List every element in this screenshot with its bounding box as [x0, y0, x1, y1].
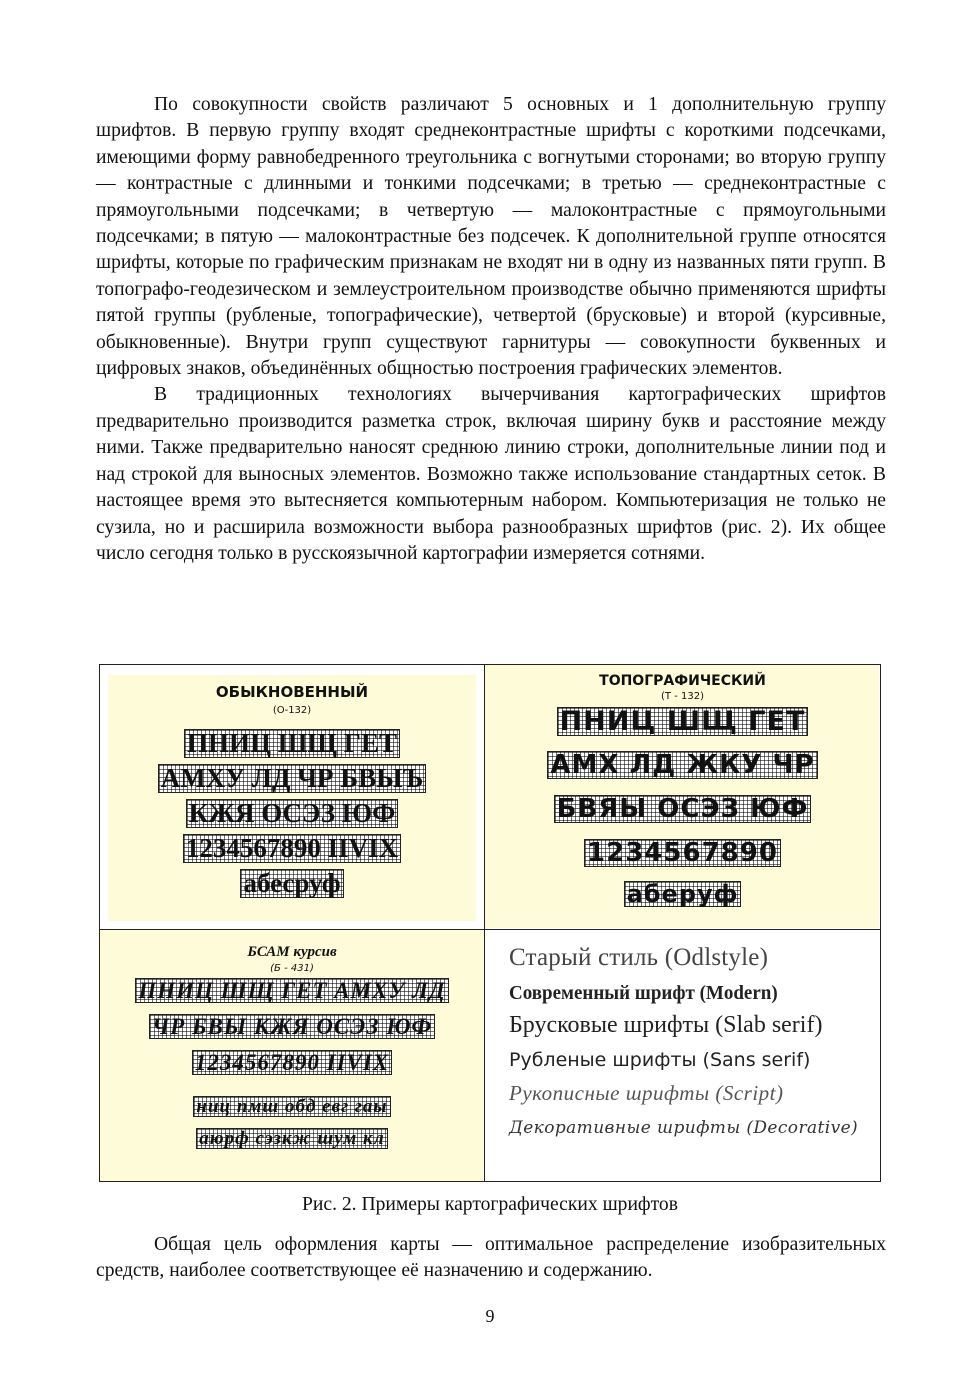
grid-text: ЧР БВЫ КЖЯ ОСЭЗ ЮФ: [149, 1014, 435, 1039]
grid-line: [100, 729, 484, 758]
font-style-list: [509, 944, 870, 1138]
panel-ordinary-font: [100, 665, 485, 930]
grid-text: аюрф сэзкж шум кл: [196, 1128, 388, 1149]
grid-text: 1234567890 IIVIX: [183, 834, 401, 863]
grid-line: [100, 834, 484, 863]
grid-line: [100, 764, 484, 793]
closing-text: [96, 1232, 886, 1285]
panel-title: ОБЫКНОВЕННЫЙ: [215, 683, 369, 701]
grid-text: АМХ ЛД ЖКУ ЧР: [547, 751, 817, 779]
grid-text: АМХУ ЛД ЧР БВЫЪ: [158, 764, 427, 793]
paragraph-1: По совокупности свойств различают 5 основных и 1 дополнительную группу шрифтов. В первую группу входят среднеконтрастные шрифты с короткими подсечками, имеющими форму равнобедренного треугольника с вогнутыми сторонами; во вторую группу — контрастные с длинными и тонкими подсечками; в третью — среднеконтрастные с прямоугольными подсечками; в четвертую — малоконтрастные с прямоугольными подсечками; в пятую — малоконтрастные без подсечек. К дополнительной группе относятся шрифты, которые по графическим признакам не входят ни в одну из названных пяти групп. В топографо-геодезическом и землеустроительном производстве обычно применяются шрифты пятой группы (рубленые, топографические), четвертой (брусковые) и второй (курсивные, обыкновенные). Внутри групп существуют гарнитуры — совокупности буквенных и цифровых знаков, объединённых общностью построения графических элементов.: [96, 94, 886, 380]
grid-line: [100, 1096, 484, 1117]
panel-italic-font: [100, 930, 485, 1181]
grid-text: ниц пмш обд евг гаы: [193, 1096, 390, 1117]
grid-line: [100, 1050, 484, 1075]
panel-title: БСАМ курсив: [247, 944, 337, 960]
grid-text: БВЯЫ ОСЭЗ ЮФ: [554, 795, 812, 823]
grid-line: [100, 978, 484, 1003]
body-text: [96, 92, 886, 567]
grid-text: КЖЯ ОСЭЗ ЮФ: [186, 799, 399, 828]
style-script: Рукописные шрифты (Script): [509, 1081, 784, 1105]
grid-text: ПНИЦ ШЩ ГЕТ: [184, 729, 400, 758]
grid-line: [100, 1014, 484, 1039]
style-decorative: Декоративные шрифты (Decorative): [509, 1118, 859, 1138]
grid-line: [100, 1128, 484, 1149]
figure-font-examples: [99, 664, 881, 1182]
panel-font-styles: [485, 930, 880, 1181]
grid-line: [100, 869, 484, 898]
panel-topographic-font: [485, 665, 880, 930]
grid-text: ПНИЦ ШЩ ГЕТ: [557, 707, 809, 736]
page-number: 9: [485, 1306, 495, 1326]
style-modern: Современный шрифт (Modern): [509, 982, 778, 1004]
grid-line: [485, 839, 880, 867]
grid-line: [100, 799, 484, 828]
grid-line: [485, 707, 880, 736]
grid-text: 1234567890: [584, 839, 781, 867]
style-slab-serif: Брусковые шрифты (Slab serif): [509, 1012, 823, 1038]
grid-line: [485, 795, 880, 823]
style-oldstyle: Старый стиль (Odlstyle): [509, 944, 769, 971]
paragraph-2: В традиционных технологиях вычерчивания картографических шрифтов предварительно производится разметка строк, включая ширину букв и расстояние между ними. Также предварительно наносят среднюю линию строки, дополнительные линии под и над строкой для выносных элементов. Возможно также использование стандартных сеток. В настоящее время это вытесняется компьютерным набором. Компьютеризация не только не сузила, но и расширила возможности выбора разнообразных шрифтов (рис. 2). Их общее число сегодня только в русскоязычной картографии измеряется сотнями.: [96, 384, 886, 564]
paragraph-3: Общая цель оформления карты — оптимальное распределение изобразительных средств, наиболее соответствующее её назначению и содержанию.: [96, 1234, 886, 1282]
grid-text: абесруф: [240, 869, 343, 898]
grid-text: аберуф: [624, 881, 742, 907]
panel-code: (Т - 132): [661, 691, 704, 702]
style-sans-serif: Рубленые шрифты (Sans serif): [509, 1049, 811, 1071]
figure-caption: Рис. 2. Примеры картографических шрифтов: [302, 1194, 678, 1215]
grid-text: 1234567890 IIVIX: [192, 1050, 392, 1075]
panel-code: (Б - 431): [270, 963, 314, 974]
grid-text: ПНИЦ ШЩ ГЕТ АМХУ ЛД: [135, 978, 448, 1003]
grid-line: [485, 881, 880, 907]
panel-code: (О-132): [272, 705, 312, 716]
grid-line: [485, 751, 880, 779]
panel-title: ТОПОГРАФИЧЕСКИЙ: [599, 673, 766, 689]
